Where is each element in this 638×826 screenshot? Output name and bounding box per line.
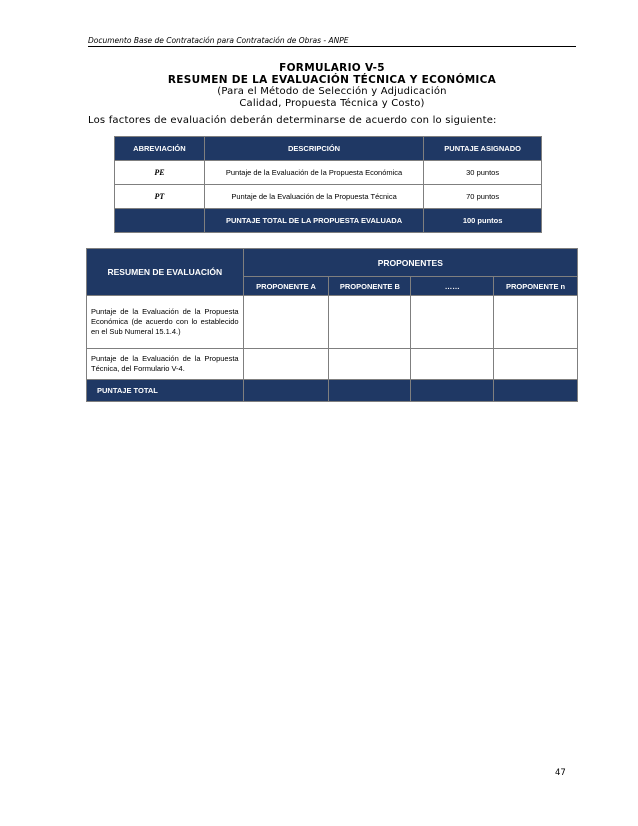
- form-code: FORMULARIO V-5: [279, 62, 385, 74]
- factors-table: [114, 136, 542, 233]
- proponent-ellipsis: ……: [411, 277, 494, 296]
- total-score: 100 puntos: [424, 209, 542, 233]
- summary-total-row: [87, 380, 578, 402]
- proponent-a: PROPONENTE A: [243, 277, 329, 296]
- factors-total-row: [115, 209, 542, 233]
- total-cell-n[interactable]: [494, 380, 578, 402]
- cell-economic-b[interactable]: [329, 296, 411, 349]
- summary-row-economic: [87, 296, 578, 349]
- row-label-economic: Puntaje de la Evaluación de la Propuesta Económica (de acuerdo con lo establecido en el Sub Numeral 15.1.4.): [87, 296, 244, 349]
- cell-economic-ellipsis[interactable]: [411, 296, 494, 349]
- score-pt: 70 puntos: [424, 185, 542, 209]
- summary-header-row-1: [87, 249, 578, 277]
- abbr-pt: PT: [115, 185, 205, 209]
- score-pe: 30 puntos: [424, 161, 542, 185]
- summary-title: RESUMEN DE EVALUACIÓN: [87, 249, 244, 296]
- cell-technical-a[interactable]: [243, 349, 329, 380]
- abbr-pe: PE: [115, 161, 205, 185]
- factors-header-row: [115, 137, 542, 161]
- running-header: Documento Base de Contratación para Contratación de Obras - ANPE: [88, 36, 349, 45]
- factors-row-pt: [115, 185, 542, 209]
- total-cell-b[interactable]: [329, 380, 411, 402]
- header-abbreviation: ABREVIACIÓN: [115, 137, 205, 161]
- proponent-b: PROPONENTE B: [329, 277, 411, 296]
- total-label: PUNTAJE TOTAL DE LA PROPUESTA EVALUADA: [204, 209, 423, 233]
- description-pt: Puntaje de la Evaluación de la Propuesta Técnica: [204, 185, 423, 209]
- cell-technical-n[interactable]: [494, 349, 578, 380]
- proponents-header: PROPONENTES: [243, 249, 577, 277]
- form-subtitle-1: (Para el Método de Selección y Adjudicación: [217, 86, 447, 97]
- proponent-n: PROPONENTE n: [494, 277, 578, 296]
- cell-economic-n[interactable]: [494, 296, 578, 349]
- row-label-technical: Puntaje de la Evaluación de la Propuesta Técnica, del Formulario V-4.: [87, 349, 244, 380]
- intro-paragraph: Los factores de evaluación deberán determinarse de acuerdo con lo siguiente:: [88, 115, 497, 126]
- form-subtitle-2: Calidad, Propuesta Técnica y Costo): [239, 98, 425, 109]
- form-title: [88, 62, 576, 110]
- header-description: DESCRIPCIÓN: [204, 137, 423, 161]
- cell-economic-a[interactable]: [243, 296, 329, 349]
- description-pe: Puntaje de la Evaluación de la Propuesta Económica: [204, 161, 423, 185]
- summary-table: [86, 248, 578, 402]
- header-score: PUNTAJE ASIGNADO: [424, 137, 542, 161]
- total-cell-a[interactable]: [243, 380, 329, 402]
- summary-total-label: PUNTAJE TOTAL: [87, 380, 244, 402]
- factors-row-pe: [115, 161, 542, 185]
- page-number: 47: [555, 768, 566, 778]
- cell-technical-b[interactable]: [329, 349, 411, 380]
- form-name: RESUMEN DE LA EVALUACIÓN TÉCNICA Y ECONÓMICA: [167, 74, 497, 86]
- header-rule: [88, 46, 576, 47]
- summary-row-technical: [87, 349, 578, 380]
- total-cell-ellipsis[interactable]: [411, 380, 494, 402]
- total-blank-cell: [115, 209, 205, 233]
- cell-technical-ellipsis[interactable]: [411, 349, 494, 380]
